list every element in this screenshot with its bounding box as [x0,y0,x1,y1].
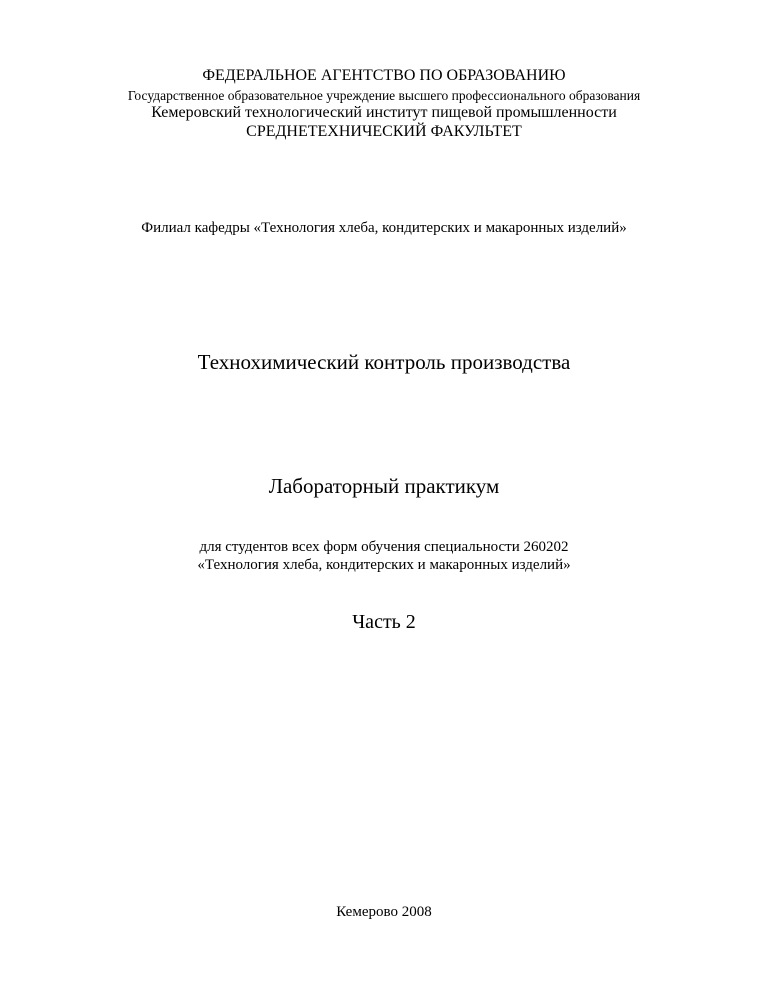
institution-type: Государственное образовательное учреждение высшего профессионального образования [127,88,641,103]
document-subtitle: Лабораторный практикум [268,474,500,498]
city-year: Кемерово 2008 [336,904,432,920]
department-branch: Филиал кафедры «Технология хлеба, кондитерских и макаронных изделий» [141,220,627,236]
audience-line-2: «Технология хлеба, кондитерских и макаронных изделий» [197,557,571,573]
agency-heading: ФЕДЕРАЛЬНОЕ АГЕНТСТВО ПО ОБРАЗОВАНИЮ [202,67,566,84]
institute-name: Кемеровский технологический институт пищевой промышленности [151,104,617,121]
audience-line-1: для студентов всех форм обучения специальности 260202 [199,539,569,555]
part-number: Часть 2 [352,611,416,633]
document-title: Технохимический контроль производства [197,350,571,374]
faculty-name: СРЕДНЕТЕХНИЧЕСКИЙ ФАКУЛЬТЕТ [246,123,522,140]
